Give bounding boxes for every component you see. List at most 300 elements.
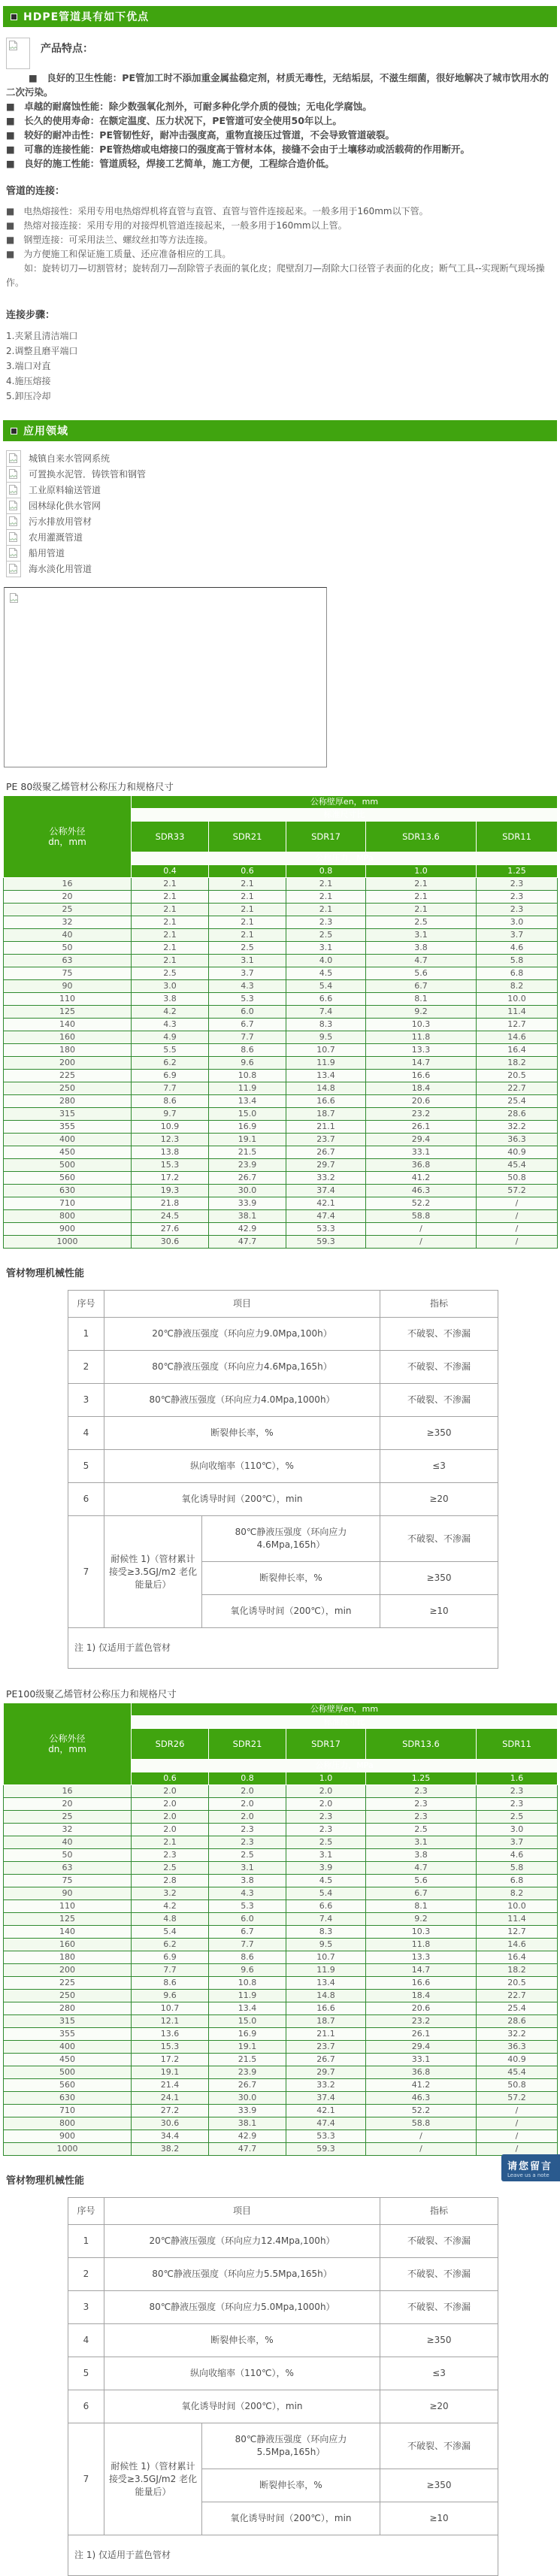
dn-cell: 400 xyxy=(4,1134,132,1146)
dn-cell: 1000 xyxy=(4,2143,132,2156)
wall-thickness-cell: 2.5 xyxy=(286,929,366,942)
dn-cell: 16 xyxy=(4,1785,132,1798)
wall-thickness-cell: 22.7 xyxy=(477,1990,558,2002)
dn-cell: 280 xyxy=(4,1095,132,1108)
spec-row xyxy=(4,1913,558,1926)
wall-thickness-cell: 23.7 xyxy=(286,1134,366,1146)
pe100-spec-table xyxy=(3,1703,558,2156)
wall-thickness-cell: 29.4 xyxy=(366,1134,477,1146)
spec-row xyxy=(4,2092,558,2105)
wall-thickness-cell: 22.7 xyxy=(477,1082,558,1095)
wall-thickness-cell: 12.7 xyxy=(477,1926,558,1939)
wall-thickness-cell: 3.2 xyxy=(132,1887,209,1900)
prop-item-cell: 20℃静液压强度（环向应力9.0Mpa,100h） xyxy=(104,1318,380,1351)
spec-row xyxy=(4,891,558,904)
wall-thickness-cell: 18.4 xyxy=(366,1082,477,1095)
sdr-ratio-header: 标准尺寸比 xyxy=(132,1716,558,1729)
wall-thickness-cell: 19.1 xyxy=(209,2041,286,2054)
application-item xyxy=(6,513,554,529)
dn-cell: 900 xyxy=(4,2130,132,2143)
spec-row xyxy=(4,2105,558,2117)
prop-item-cell: 氧化诱导时间（200℃），min xyxy=(104,1483,380,1516)
steps-heading: 连接步骤： xyxy=(6,310,56,321)
pressure-value-header: 0.8 xyxy=(286,865,366,878)
pressure-value-header: 0.6 xyxy=(132,1772,209,1785)
spec-row xyxy=(4,942,558,955)
wall-thickness-cell: 10.7 xyxy=(132,2002,209,2015)
wall-thickness-cell: 2.1 xyxy=(366,904,477,916)
wall-thickness-cell: 10.3 xyxy=(366,1019,477,1031)
prop-header-row xyxy=(68,2198,498,2225)
wall-thickness-cell: 4.6 xyxy=(477,942,558,955)
spec-row xyxy=(4,993,558,1006)
spec-row xyxy=(4,1121,558,1134)
wall-thickness-cell: / xyxy=(477,2105,558,2117)
wall-thickness-cell: 9.6 xyxy=(209,1057,286,1070)
wall-thickness-cell: 15.3 xyxy=(132,2041,209,2054)
wall-thickness-cell: 41.2 xyxy=(366,1172,477,1185)
sdr-column-header: SDR17 xyxy=(286,822,366,852)
prop-value-cell: ≤3 xyxy=(380,1450,498,1483)
wall-thickness-cell: 7.7 xyxy=(209,1939,286,1951)
sdr-column-header: SDR21 xyxy=(209,822,286,852)
spec-row xyxy=(4,1990,558,2002)
spec-row xyxy=(4,2130,558,2143)
dn-cell: 140 xyxy=(4,1019,132,1031)
wall-thickness-cell: 5.4 xyxy=(286,980,366,993)
wall-thickness-cell: 2.1 xyxy=(209,929,286,942)
wall-thickness-cell: 20.5 xyxy=(477,1977,558,1990)
col-header-no: 序号 xyxy=(68,1291,104,1318)
spec-row xyxy=(4,2117,558,2130)
dn-cell: 710 xyxy=(4,2105,132,2117)
dn-cell: 160 xyxy=(4,1031,132,1044)
application-item xyxy=(6,450,554,466)
wall-thickness-cell: 3.7 xyxy=(477,929,558,942)
features-heading: 产品特点： xyxy=(41,43,93,55)
wall-thickness-cell: 2.3 xyxy=(286,916,366,929)
dn-cell: 315 xyxy=(4,2015,132,2028)
prop-item-cell: 纵向收缩率（110℃），% xyxy=(104,2357,380,2390)
prop-value-cell: 不破裂、不渗漏 xyxy=(380,1351,498,1384)
wall-thickness-cell: 4.9 xyxy=(132,1031,209,1044)
prop-item-cell: 80℃静液压强度（环向应力4.0Mpa,1000h） xyxy=(104,1384,380,1417)
dn-cell: 110 xyxy=(4,993,132,1006)
wall-thickness-cell: 36.3 xyxy=(477,1134,558,1146)
sdr-column-header: SDR21 xyxy=(209,1729,286,1760)
wall-thickness-cell: 2.5 xyxy=(477,1811,558,1824)
wall-thickness-cell: 3.0 xyxy=(477,1824,558,1836)
prop-value-cell: 不破裂、不渗漏 xyxy=(380,1318,498,1351)
dn-cell: 180 xyxy=(4,1044,132,1057)
dn-cell: 280 xyxy=(4,2002,132,2015)
wall-thickness-cell: 2.1 xyxy=(209,904,286,916)
broken-image-icon xyxy=(8,40,18,51)
wall-thickness-cell: 5.8 xyxy=(477,955,558,967)
wall-thickness-cell: 8.6 xyxy=(132,1095,209,1108)
section-bullet-icon xyxy=(11,428,17,434)
prop-row xyxy=(68,1318,498,1351)
prop-row xyxy=(68,1483,498,1516)
application-item xyxy=(6,545,554,561)
spec-row xyxy=(4,929,558,942)
wall-thickness-cell: 12.3 xyxy=(132,1134,209,1146)
feature-item: ■ 良好的卫生性能：PE管加工时不添加重金属盐稳定剂，材质无毒性，无结垢层，不滋生细菌，很好地解决了城市饮用水的二次污染。 xyxy=(6,72,549,98)
wall-thickness-cell: 7.7 xyxy=(132,1082,209,1095)
wall-thickness-cell: 2.1 xyxy=(366,878,477,891)
wall-thickness-cell: 59.3 xyxy=(286,1236,366,1249)
prop-no-cell: 1 xyxy=(68,2225,104,2258)
wall-thickness-cell: 33.2 xyxy=(286,1172,366,1185)
broken-image-icon xyxy=(8,484,18,495)
wall-thickness-cell: 10.0 xyxy=(477,993,558,1006)
wall-thickness-cell: / xyxy=(366,2143,477,2156)
wall-thickness-cell: 4.7 xyxy=(366,955,477,967)
wall-thickness-cell: 38.1 xyxy=(209,2117,286,2130)
feature-item: ■ 良好的施工性能：管道质轻，焊接工艺简单，施工方便，工程综合造价低。 xyxy=(6,158,334,169)
application-icon-box xyxy=(6,529,21,546)
spec-row xyxy=(4,1172,558,1185)
pe80-properties-heading: 管材物理机械性能 xyxy=(6,1268,85,1279)
prop-row xyxy=(68,2324,498,2357)
wall-thickness-cell: 10.7 xyxy=(286,1044,366,1057)
wall-thickness-cell: 25.4 xyxy=(477,2002,558,2015)
wall-thickness-cell: 33.9 xyxy=(209,1197,286,1210)
application-icon-box xyxy=(6,482,21,498)
wall-thickness-cell: 5.4 xyxy=(286,1887,366,1900)
wall-thickness-cell: 8.1 xyxy=(366,993,477,1006)
application-icon-box xyxy=(6,513,21,530)
wall-thickness-cell: 14.8 xyxy=(286,1990,366,2002)
spec-row xyxy=(4,1185,558,1197)
prop-no-cell: 6 xyxy=(68,1483,104,1516)
wall-thickness-cell: 14.6 xyxy=(477,1031,558,1044)
wall-thickness-cell: 46.3 xyxy=(366,1185,477,1197)
wall-thickness-cell: 17.2 xyxy=(132,2054,209,2066)
wall-thickness-cell: 30.6 xyxy=(132,2117,209,2130)
dn-cell: 225 xyxy=(4,1070,132,1082)
wall-thickness-cell: 2.3 xyxy=(286,1824,366,1836)
wall-thickness-cell: 29.4 xyxy=(366,2041,477,2054)
wall-thickness-cell: 53.3 xyxy=(286,1223,366,1236)
wall-thickness-cell: 3.9 xyxy=(286,1862,366,1875)
application-icon-box xyxy=(6,466,21,483)
wall-thickness-cell: 14.6 xyxy=(477,1939,558,1951)
feature-item: ■ 卓越的耐腐蚀性能：除少数强氧化剂外，可耐多种化学介质的侵蚀；无电化学腐蚀。 xyxy=(6,101,372,112)
application-item xyxy=(6,482,554,498)
wall-thickness-cell: 9.2 xyxy=(366,1913,477,1926)
wall-thickness-cell: 9.5 xyxy=(286,1031,366,1044)
prop-value-cell: 不破裂、不渗漏 xyxy=(380,1516,498,1562)
wall-thickness-cell: 6.2 xyxy=(132,1057,209,1070)
prop-item-cell: 80℃静液压强度（环向应力5.5Mpa,165h） xyxy=(202,2423,380,2469)
wall-thickness-cell: 25.4 xyxy=(477,1095,558,1108)
broken-image-icon xyxy=(8,516,18,527)
wall-thickness-cell: 2.1 xyxy=(132,929,209,942)
wall-thickness-cell: 28.6 xyxy=(477,2015,558,2028)
step-item: 1.夹紧且清洁端口 xyxy=(6,331,78,341)
broken-image-icon xyxy=(8,547,18,558)
spec-row xyxy=(4,1900,558,1913)
wall-thickness-cell: 18.7 xyxy=(286,2015,366,2028)
dn-cell: 500 xyxy=(4,2066,132,2079)
dn-cell: 450 xyxy=(4,2054,132,2066)
pressure-header: 公称压力，MPa xyxy=(132,1760,558,1772)
prop-no-cell: 7 xyxy=(68,2423,104,2535)
dn-cell: 200 xyxy=(4,1964,132,1977)
dn-cell: 355 xyxy=(4,2028,132,2041)
wall-thickness-cell: 13.4 xyxy=(286,1070,366,1082)
wall-thickness-cell: 2.8 xyxy=(132,1875,209,1887)
wall-thickness-cell: 6.0 xyxy=(209,1913,286,1926)
wall-thickness-cell: 26.1 xyxy=(366,1121,477,1134)
pe80-properties-table xyxy=(68,1290,498,1669)
wall-thickness-cell: 16.9 xyxy=(209,1121,286,1134)
wall-thickness-cell: 18.2 xyxy=(477,1057,558,1070)
application-label: 园林绿化供水管网 xyxy=(29,501,101,511)
wall-thickness-cell: / xyxy=(477,2143,558,2156)
spec-row xyxy=(4,1210,558,1223)
broken-image-icon xyxy=(8,531,18,543)
dn-cell: 800 xyxy=(4,1210,132,1223)
wall-thickness-cell: 2.3 xyxy=(209,1824,286,1836)
broken-image-slot xyxy=(8,591,20,605)
spec-row xyxy=(4,1951,558,1964)
wall-thickness-cell: 6.7 xyxy=(209,1019,286,1031)
wall-thickness-cell: 2.3 xyxy=(286,1811,366,1824)
wall-thickness-cell: 17.2 xyxy=(132,1172,209,1185)
wall-thickness-cell: 2.0 xyxy=(132,1824,209,1836)
features-image-placeholder xyxy=(6,38,30,69)
wall-thickness-cell: 52.2 xyxy=(366,2105,477,2117)
spec-row xyxy=(4,1926,558,1939)
wall-thickness-cell: 3.1 xyxy=(366,1836,477,1849)
application-label: 海水淡化用管道 xyxy=(29,564,92,574)
prop-note-cell: 注 1) 仅适用于蓝色管材 xyxy=(68,1628,498,1669)
wall-thickness-cell: 2.0 xyxy=(286,1798,366,1811)
prop-group-cell: 耐候性 1)（管材累计接受≥3.5GJ/m2 老化能量后） xyxy=(104,2423,202,2535)
broken-image-icon xyxy=(8,453,18,464)
wall-thickness-cell: / xyxy=(366,1223,477,1236)
leave-message-badge[interactable] xyxy=(501,2154,560,2181)
wall-thickness-cell: 18.2 xyxy=(477,1964,558,1977)
dn-cell: 710 xyxy=(4,1197,132,1210)
wall-thickness-cell: 8.6 xyxy=(209,1044,286,1057)
wall-thickness-cell: 7.7 xyxy=(132,1964,209,1977)
wall-thickness-cell: 14.7 xyxy=(366,1964,477,1977)
prop-item-cell: 断裂伸长率，% xyxy=(202,2469,380,2502)
spec-row xyxy=(4,955,558,967)
wall-thickness-cell: 8.3 xyxy=(286,1019,366,1031)
broken-image-icon xyxy=(8,468,18,480)
wall-thickness-cell: 6.8 xyxy=(477,967,558,980)
wall-thickness-cell: 2.0 xyxy=(209,1785,286,1798)
dn-cell: 20 xyxy=(4,891,132,904)
prop-value-cell: ≥350 xyxy=(380,1417,498,1450)
wall-thickness-cell: / xyxy=(366,1236,477,1249)
wall-thickness-cell: 28.6 xyxy=(477,1108,558,1121)
wall-thickness-cell: 33.1 xyxy=(366,2054,477,2066)
prop-note-cell: 注 1) 仅适用于蓝色管材 xyxy=(68,2535,498,2576)
wall-thickness-cell: 58.8 xyxy=(366,2117,477,2130)
section-header-applications xyxy=(3,420,557,441)
prop-item-cell: 断裂伸长率，% xyxy=(104,2324,380,2357)
wall-thickness-cell: 53.3 xyxy=(286,2130,366,2143)
dn-cell: 63 xyxy=(4,955,132,967)
dn-cell: 40 xyxy=(4,929,132,942)
wall-thickness-cell: 2.5 xyxy=(132,1862,209,1875)
spec-row xyxy=(4,878,558,891)
wall-thickness-cell: 2.3 xyxy=(366,1785,477,1798)
sdr-column-header: SDR33 xyxy=(132,822,209,852)
prop-value-cell: ≥10 xyxy=(380,1595,498,1628)
wall-thickness-cell: 3.8 xyxy=(366,942,477,955)
prop-item-cell: 氧化诱导时间（200℃），min xyxy=(202,2502,380,2535)
wall-thickness-cell: 32.2 xyxy=(477,1121,558,1134)
dn-cell: 225 xyxy=(4,1977,132,1990)
prop-row7-sub xyxy=(68,2423,498,2469)
wall-thickness-cell: 45.4 xyxy=(477,2066,558,2079)
dn-cell: 16 xyxy=(4,878,132,891)
wall-thickness-cell: 4.3 xyxy=(209,980,286,993)
wall-thickness-cell: 4.5 xyxy=(286,967,366,980)
prop-value-cell: ≥10 xyxy=(380,2502,498,2535)
broken-image-icon xyxy=(9,592,19,604)
wall-thickness-cell: 27.6 xyxy=(132,1223,209,1236)
wall-thickness-cell: 23.9 xyxy=(209,2066,286,2079)
prop-item-cell: 氧化诱导时间（200℃），min xyxy=(104,2390,380,2423)
wall-thickness-cell: 13.3 xyxy=(366,1951,477,1964)
prop-note-row xyxy=(68,1628,498,1669)
spec-row xyxy=(4,1939,558,1951)
dn-cell: 560 xyxy=(4,2079,132,2092)
wall-thickness-cell: 47.4 xyxy=(286,1210,366,1223)
wall-thickness-cell: 3.0 xyxy=(132,980,209,993)
spec-row xyxy=(4,1134,558,1146)
spec-row xyxy=(4,1006,558,1019)
application-label: 污水排放用管材 xyxy=(29,516,92,527)
wall-thickness-cell: 38.2 xyxy=(132,2143,209,2156)
wall-thickness-cell: 4.2 xyxy=(132,1006,209,1019)
pressure-value-header: 0.6 xyxy=(209,865,286,878)
wall-thickness-cell: 30.6 xyxy=(132,1236,209,1249)
dn-cell: 630 xyxy=(4,2092,132,2105)
wall-thickness-cell: 37.4 xyxy=(286,2092,366,2105)
dn-cell: 250 xyxy=(4,1990,132,2002)
dn-cell: 560 xyxy=(4,1172,132,1185)
prop-value-cell: 不破裂、不渗漏 xyxy=(380,2291,498,2324)
dn-cell: 75 xyxy=(4,967,132,980)
application-icon-box xyxy=(6,498,21,514)
dn-cell: 125 xyxy=(4,1006,132,1019)
wall-thickness-cell: 19.3 xyxy=(132,1185,209,1197)
wall-thickness-cell: 15.0 xyxy=(209,2015,286,2028)
wall-thickness-cell: 6.6 xyxy=(286,1900,366,1913)
wall-thickness-cell: 5.8 xyxy=(477,1862,558,1875)
wall-thickness-cell: 9.7 xyxy=(132,1108,209,1121)
prop-row xyxy=(68,1384,498,1417)
wall-thickness-header: 公称壁厚en，mm xyxy=(132,1703,558,1716)
wall-thickness-cell: 2.0 xyxy=(209,1798,286,1811)
spec-row xyxy=(4,2028,558,2041)
prop-group-cell: 耐候性 1)（管材累计接受≥3.5GJ/m2 老化能量后） xyxy=(104,1516,202,1628)
spec-row xyxy=(4,2066,558,2079)
dn-cell: 140 xyxy=(4,1926,132,1939)
section-header-advantages xyxy=(3,6,557,27)
wall-thickness-cell: 2.3 xyxy=(477,1798,558,1811)
wall-thickness-cell: 7.4 xyxy=(286,1913,366,1926)
connection-list xyxy=(6,204,554,290)
prop-row xyxy=(68,2291,498,2324)
spec-row xyxy=(4,2041,558,2054)
wall-thickness-cell: 13.8 xyxy=(132,1146,209,1159)
wall-thickness-cell: 2.1 xyxy=(286,891,366,904)
wall-thickness-cell: 6.9 xyxy=(132,1070,209,1082)
wall-thickness-cell: 11.9 xyxy=(286,1964,366,1977)
spec-row xyxy=(4,1875,558,1887)
wall-thickness-cell: 11.4 xyxy=(477,1006,558,1019)
spec-row xyxy=(4,1197,558,1210)
dn-cell: 900 xyxy=(4,1223,132,1236)
wall-thickness-cell: 26.7 xyxy=(286,1146,366,1159)
spec-row xyxy=(4,916,558,929)
wall-thickness-cell: 4.0 xyxy=(286,955,366,967)
spec-row xyxy=(4,1057,558,1070)
prop-header-row xyxy=(68,1291,498,1318)
wall-thickness-cell: 21.5 xyxy=(209,1146,286,1159)
dn-cell: 50 xyxy=(4,1849,132,1862)
prop-row7-sub xyxy=(68,1516,498,1562)
wall-thickness-cell: 2.1 xyxy=(209,916,286,929)
wall-thickness-cell: 24.1 xyxy=(132,2092,209,2105)
wall-thickness-cell: 2.1 xyxy=(132,955,209,967)
wall-thickness-cell: 11.9 xyxy=(209,1082,286,1095)
wall-thickness-cell: 11.9 xyxy=(209,1990,286,2002)
step-item: 3.端口对直 xyxy=(6,361,51,371)
wall-thickness-cell: 8.1 xyxy=(366,1900,477,1913)
spec-row xyxy=(4,1236,558,1249)
spec-row xyxy=(4,1824,558,1836)
pressure-value-header: 1.6 xyxy=(477,1772,558,1785)
pressure-value-header: 1.25 xyxy=(366,1772,477,1785)
wall-thickness-cell: 23.7 xyxy=(286,2041,366,2054)
wall-thickness-cell: 29.7 xyxy=(286,2066,366,2079)
spec-row xyxy=(4,1849,558,1862)
wall-thickness-cell: 2.1 xyxy=(132,1836,209,1849)
wall-thickness-cell: 50.8 xyxy=(477,2079,558,2092)
prop-no-cell: 4 xyxy=(68,2324,104,2357)
wall-thickness-cell: 2.3 xyxy=(477,878,558,891)
dn-cell: 500 xyxy=(4,1159,132,1172)
wall-thickness-cell: 45.4 xyxy=(477,1159,558,1172)
leave-message-label: 请您留言 xyxy=(507,2161,553,2172)
wall-thickness-cell: 13.3 xyxy=(366,1044,477,1057)
wall-thickness-cell: 13.4 xyxy=(209,1095,286,1108)
wall-thickness-cell: 2.5 xyxy=(286,1836,366,1849)
connection-item: ■ 为方便施工和保证施工质量、还应准备相应的工具。 xyxy=(6,249,232,259)
spec-row xyxy=(4,1108,558,1121)
wall-thickness-cell: 21.1 xyxy=(286,2028,366,2041)
pressure-value-header: 1.25 xyxy=(477,865,558,878)
wall-thickness-cell: 16.6 xyxy=(286,1095,366,1108)
wall-thickness-cell: 52.2 xyxy=(366,1197,477,1210)
wall-thickness-cell: 2.0 xyxy=(132,1785,209,1798)
wall-thickness-cell: 3.8 xyxy=(366,1849,477,1862)
prop-item-cell: 20℃静液压强度（环向应力12.4Mpa,100h） xyxy=(104,2225,380,2258)
wall-thickness-cell: 26.7 xyxy=(209,1172,286,1185)
prop-item-cell: 80℃静液压强度（环向应力5.5Mpa,165h） xyxy=(104,2258,380,2291)
application-icon-box xyxy=(6,450,21,467)
